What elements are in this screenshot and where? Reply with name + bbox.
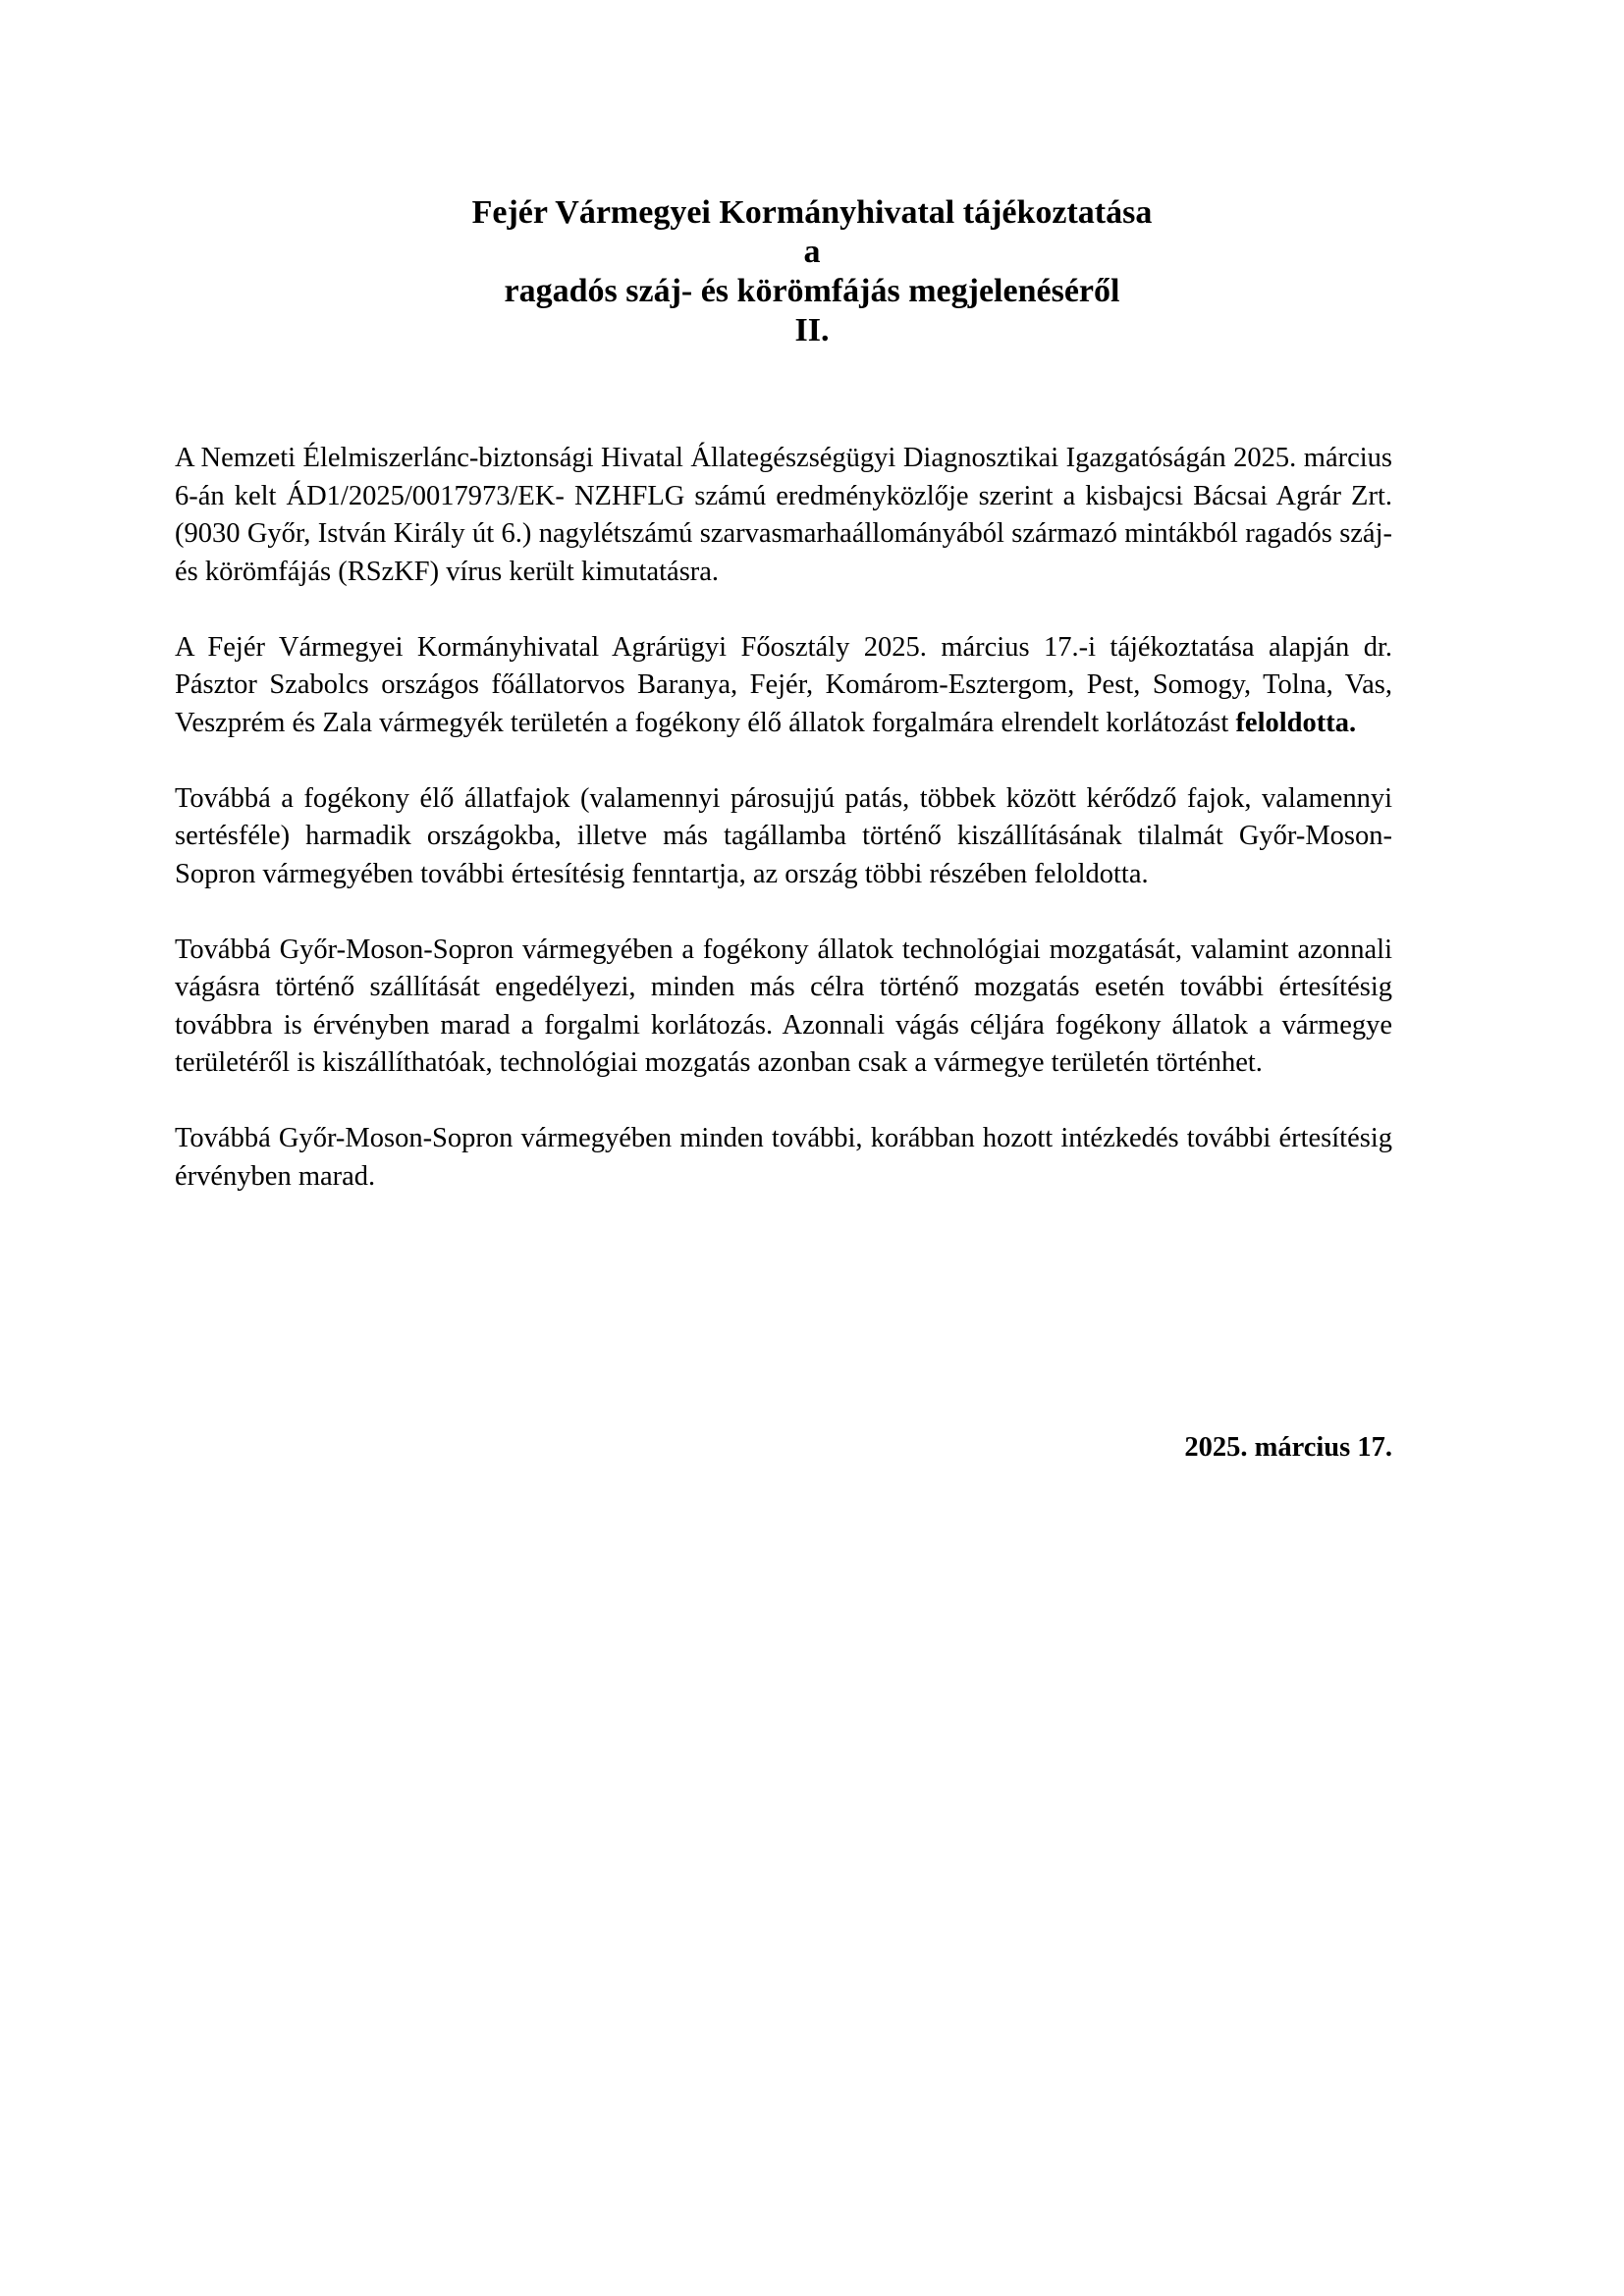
document-date: 2025. március 17. xyxy=(1184,1432,1392,1463)
title-line-4: II. xyxy=(794,312,830,348)
paragraph-restriction-lifted xyxy=(175,629,1392,743)
title-line-1: Fejér Vármegyei Kormányhivatal tájékoztatása xyxy=(471,194,1153,231)
paragraph-export-ban: Továbbá a fogékony élő állatfajok (valamennyi párosujjú patás, többek között kérődző fajok, valamennyi sertésféle) harmadik országokba, illetve más tagállamba történő kiszállításának tilalmát Győr-Moson-Sopron vármegyében további értesítésig fenntartja, az ország többi részében feloldotta. xyxy=(175,782,1392,889)
document-title xyxy=(0,193,1624,350)
paragraph-restriction-text: A Fejér Vármegyei Kormányhivatal Agrárügyi Főosztály 2025. március 17.-i tájékoztatása alapján dr. Pásztor Szabolcs országos főállatorvos Baranya, Fejér, Komárom-Esztergom, Pest, Somogy, Tolna, Vas, Veszprém és Zala vármegyék területén a fogékony élő állatok forgalmára elrendelt korlátozást xyxy=(175,631,1392,738)
paragraph-other-measures: Továbbá Győr-Moson-Sopron vármegyében minden további, korábban hozott intézkedés további értesítésig érvényben marad. xyxy=(175,1123,1392,1192)
paragraph-diagnosis: A Nemzeti Élelmiszerlánc-biztonsági Hivatal Állategészségügyi Diagnosztikai Igazgatóságán 2025. március 6-án kelt ÁD1/2025/0017973/EK- NZHFLG számú eredményközlője szerint a kisbajcsi Bácsai Agrár Zrt. (9030 Győr, István Király út 6.) nagylétszámú szarvasmarhaállományából származó mintákból ragadós száj- és körömfájás (RSzKF) vírus került kimutatásra. xyxy=(175,443,1392,587)
title-line-2: a xyxy=(803,234,821,270)
paragraph-movement: Továbbá Győr-Moson-Sopron vármegyében a fogékony állatok technológiai mozgatását, valamint azonnali vágásra történő szállítását engedélyezi, minden más célra történő mozgatás esetén további értesítésig továbbra is érvényben marad a forgalmi korlátozás. Azonnali vágás céljára fogékony állatok a vármegye területéről is kiszállíthatóak, technológiai mozgatás azonban csak a vármegye területén történhet. xyxy=(175,934,1392,1078)
title-line-3: ragadós száj- és körömfájás megjelenéséről xyxy=(504,273,1120,309)
document-body xyxy=(175,440,1392,1234)
paragraph-restriction-bold: feloldotta. xyxy=(1235,707,1357,738)
